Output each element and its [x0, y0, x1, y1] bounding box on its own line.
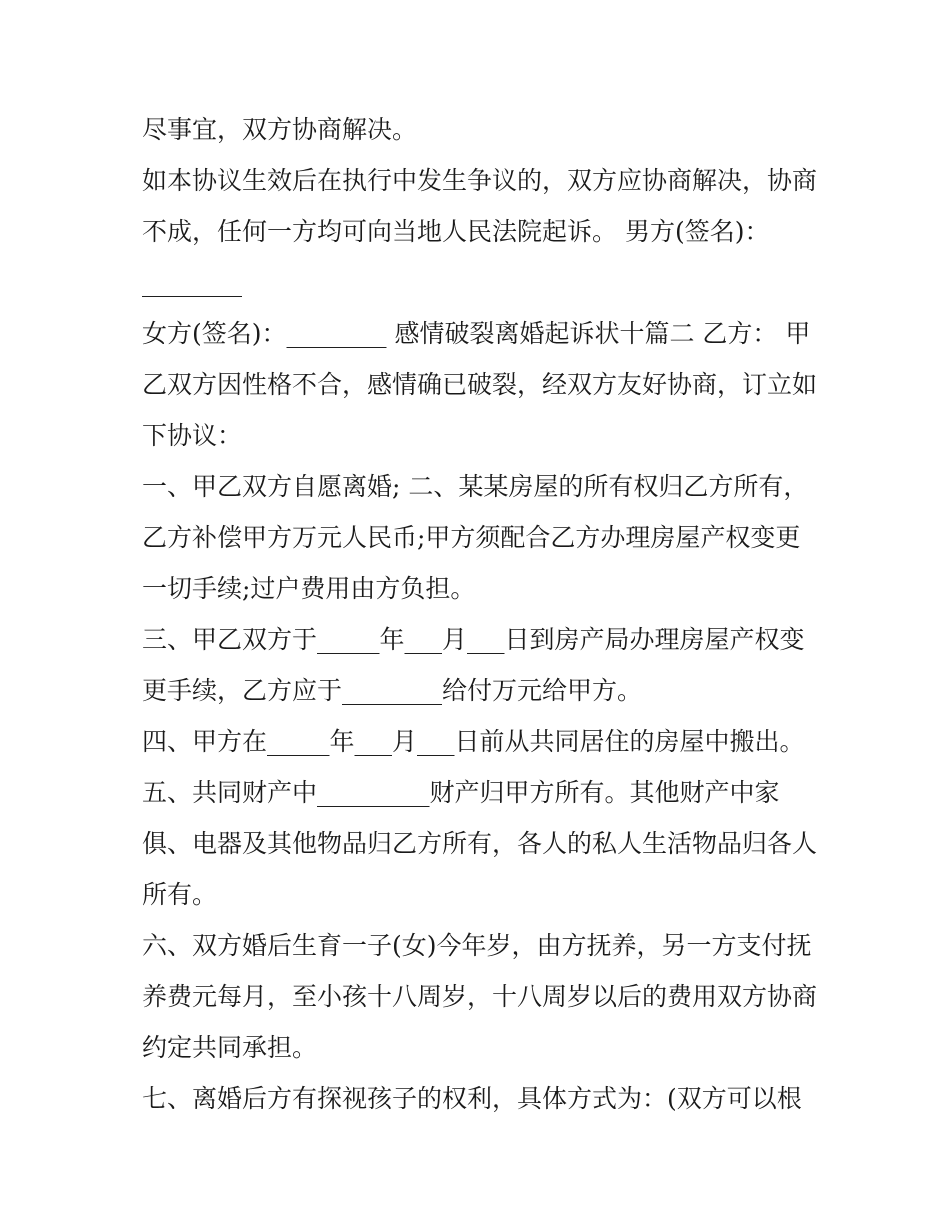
signature-line: ________	[142, 268, 242, 297]
text-line: 所有。	[142, 880, 218, 909]
text-line: 女方(签名)：________ 感情破裂离婚起诉状十篇二 乙方： 甲	[142, 319, 811, 348]
text-line: 如本协议生效后在执行中发生争议的，双方应协商解决，协商	[142, 166, 818, 195]
text-line: 三、甲乙双方于_____年___月___日到房产局办理房屋产权变	[142, 625, 805, 654]
text-line: 四、甲方在_____年___月___日前从共同居住的房屋中搬出。	[142, 727, 805, 756]
text-line: 一、甲乙双方自愿离婚; 二、某某房屋的所有权归乙方所有，	[142, 472, 809, 501]
text-line: 下协议：	[142, 421, 243, 450]
text-line: 不成，任何一方均可向当地人民法院起诉。 男方(签名)：	[142, 217, 770, 246]
text-line: 尽事宜，双方协商解决。	[142, 115, 418, 144]
text-line: 五、共同财产中_________财产归甲方所有。其他财产中家	[142, 778, 780, 807]
text-line: 一切手续;过户费用由方负担。	[142, 574, 476, 603]
document-body	[142, 104, 822, 1124]
text-line: 乙方补偿甲方万元人民币;甲方须配合乙方办理房屋产权变更	[142, 523, 801, 552]
text-line: 俱、电器及其他物品归乙方所有，各人的私人生活物品归各人	[142, 829, 818, 858]
text-line: 七、离婚后方有探视孩子的权利，具体方式为：(双方可以根	[142, 1084, 802, 1113]
text-line: 更手续，乙方应于________给付万元给甲方。	[142, 676, 643, 705]
text-line: 乙双方因性格不合，感情确已破裂，经双方友好协商，订立如	[142, 370, 818, 399]
text-line: 六、双方婚后生育一子(女)今年岁，由方抚养，另一方支付抚	[142, 931, 812, 960]
text-line: 约定共同承担。	[142, 1033, 318, 1062]
text-line: 养费元每月，至小孩十八周岁，十八周岁以后的费用双方协商	[142, 982, 818, 1011]
